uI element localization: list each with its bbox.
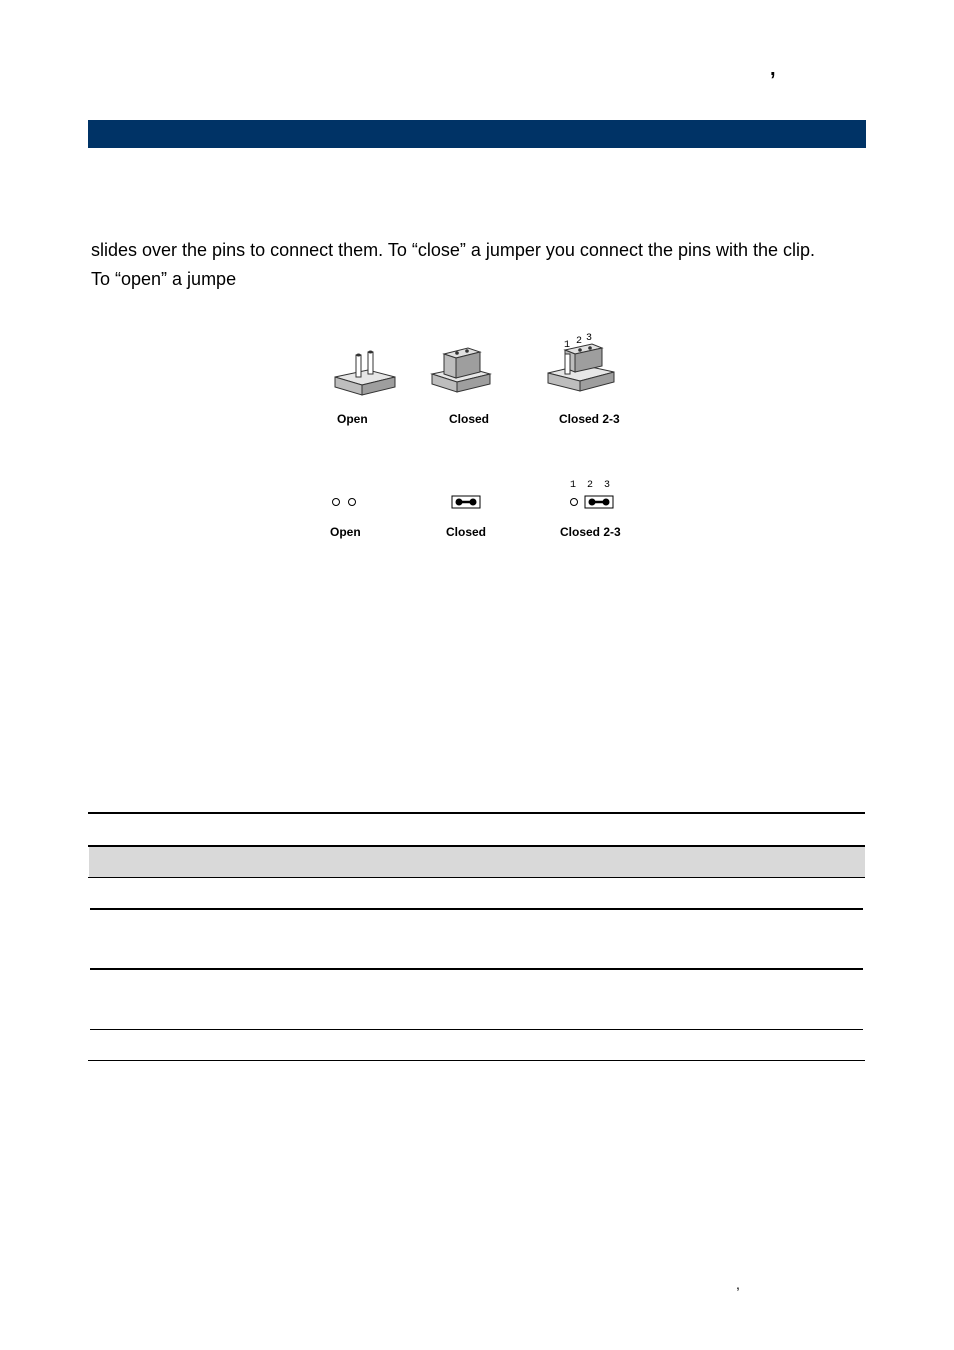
table-row-rule: [90, 968, 863, 970]
table-row-rule: [90, 908, 863, 910]
closed-jumper-3d-icon: [432, 348, 490, 392]
open-jumper-schematic-icon: [333, 499, 356, 506]
label-closed-3d: Closed: [449, 412, 490, 426]
jumper-figure: [320, 330, 640, 550]
closed-2-3-jumper-3d-icon: [548, 344, 614, 391]
body-line-1: slides over the pins to connect them. To “close” a jumper you connect the pins with the clip.: [91, 240, 816, 260]
table-row-rule: [90, 1029, 863, 1030]
body-line-2: To “open” a jumpe: [91, 269, 237, 289]
pin-label-1: 1: [570, 480, 577, 491]
label-closed-2-3-3d: Closed 2-3: [559, 412, 620, 426]
closed-2-3-jumper-schematic-icon: [571, 496, 614, 508]
pin-label-3: 3: [604, 480, 611, 491]
footer-mark: ,: [736, 1276, 740, 1292]
pin-label-2: 2: [587, 480, 594, 491]
pin-label-1-3d: 1: [564, 340, 571, 351]
table-header-row: [89, 847, 865, 877]
body-paragraph: [91, 236, 871, 294]
closed-jumper-schematic-icon: [452, 496, 480, 508]
section-title-bar: [88, 120, 866, 148]
label-closed-2-3: Closed 2-3: [560, 525, 621, 539]
table-header-bottom-rule: [88, 877, 865, 878]
label-open: Open: [330, 525, 361, 539]
open-jumper-3d-icon: [335, 351, 395, 396]
label-closed: Closed: [446, 525, 487, 539]
pin-label-3-3d: 3: [586, 333, 593, 344]
label-open-3d: Open: [337, 412, 368, 426]
header-mark: ,: [770, 58, 776, 80]
jumper-schematic-illustrations: [320, 488, 640, 518]
table-top-rule: [88, 812, 865, 814]
pin-label-2-3d: 2: [576, 336, 583, 347]
table-bottom-rule: [88, 1060, 865, 1061]
